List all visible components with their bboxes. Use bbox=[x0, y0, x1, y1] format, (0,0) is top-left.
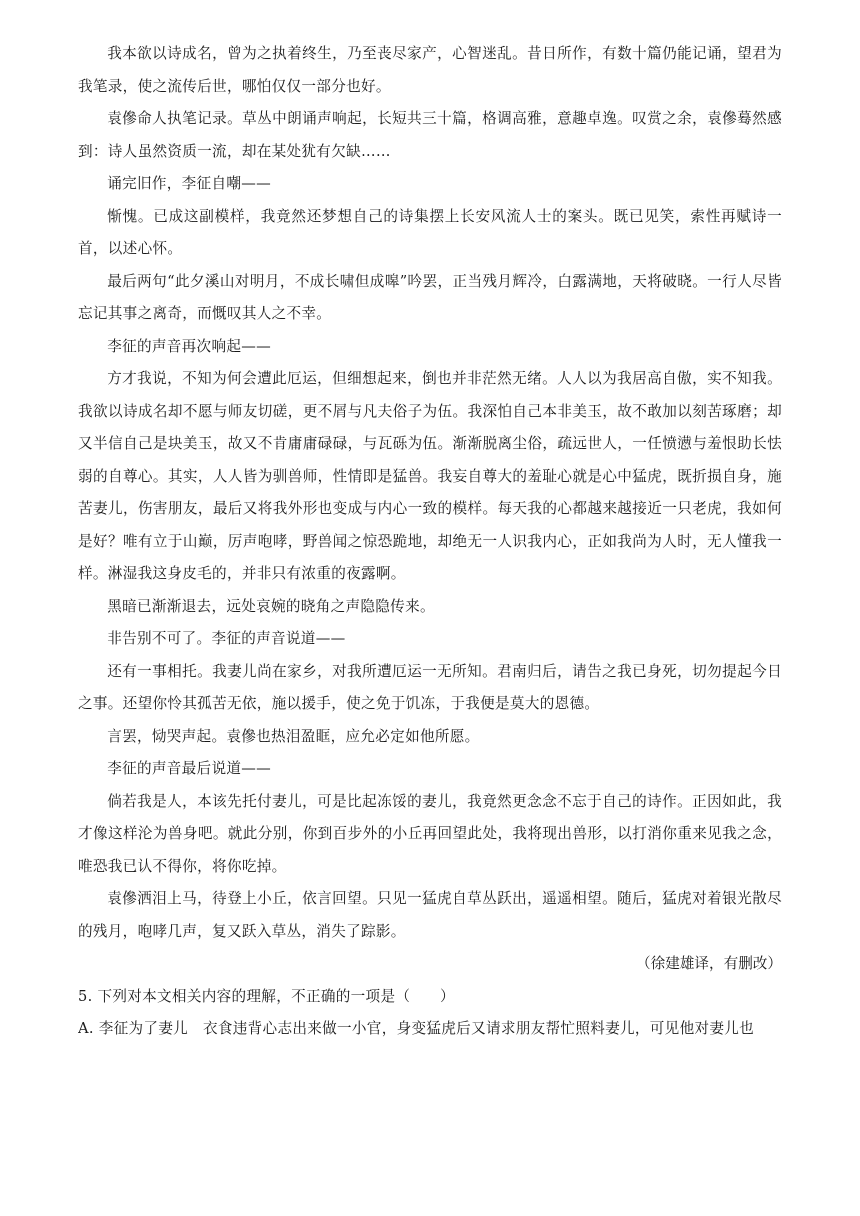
option-a: A. 李征为了妻儿 衣食违背心志出来做一小官，身变猛虎后又请求朋友帮忙照料妻儿，可见他对妻儿也 bbox=[78, 1020, 755, 1037]
paragraph: 方才我说，不知为何会遭此厄运，但细想起来，倒也并非茫然无绪。人人以为我居高自傲，实不知我。我欲以诗成名却不愿与师友切磋，更不屑与凡夫俗子为伍。我深怕自己本非美玉，故不敢加以刻苦琢磨；却又半信自己是块美玉，故又不肯庸庸碌碌，与瓦砾为伍。渐渐脱离尘俗，疏远世人，一任愤懑与羞恨助长怯弱的自尊心。其实，人人皆为驯兽师，性情即是猛兽。我妄自尊大的羞耻心就是心中猛虎，既折损自身，施苦妻儿，伤害朋友，最后又将我外形也变成与内心一致的模样。每天我的心都越来越接近一只老虎，我如何是好？唯有立于山巅，厉声咆哮，野兽闻之惊恐跪地，却绝无一人识我内心，正如我尚为人时，无人懂我一样。淋湿我这身皮毛的，并非只有浓重的夜露啊。 bbox=[78, 370, 782, 582]
paragraph: 最后两句“此夕溪山对明月，不成长啸但成嗥”吟罢，正当残月辉冷，白露满地，天将破晓。一行人尽皆忘记其事之离奇，而慨叹其人之不幸。 bbox=[78, 272, 782, 322]
document-page bbox=[78, 38, 782, 1046]
paragraph: 袁傪洒泪上马，待登上小丘，依言回望。只见一猛虎自草丛跃出，遥遥相望。随后，猛虎对着银光散尽的残月，咆哮几声，复又跃入草丛，消失了踪影。 bbox=[78, 890, 782, 940]
question-title: 5. 下列对本文相关内容的理解，不正确的一项是（ ） bbox=[78, 987, 455, 1005]
paragraph: 言罢，恸哭声起。袁傪也热泪盈眶，应允必定如他所愿。 bbox=[107, 727, 480, 745]
paragraph: 惭愧。已成这副模样，我竟然还梦想自己的诗集摆上长安风流人士的案头。既已见笑，索性再赋诗一首，以述心怀。 bbox=[78, 207, 782, 257]
paragraph: 李征的声音最后说道—— bbox=[107, 760, 272, 777]
paragraph: 还有一事相托。我妻儿尚在家乡，对我所遭厄运一无所知。君南归后，请告之我已身死，切勿提起今日之事。还望你怜其孤苦无依，施以援手，使之免于饥冻，于我便是莫大的恩德。 bbox=[78, 662, 782, 712]
paragraph: 非告别不可了。李征的声音说道—— bbox=[107, 630, 346, 647]
paragraph: 李征的声音再次响起—— bbox=[107, 337, 272, 355]
paragraph: 黑暗已渐渐退去，远处哀婉的晓角之声隐隐传来。 bbox=[107, 597, 435, 615]
paragraph: 诵完旧作，李征自嘲—— bbox=[107, 175, 272, 192]
source-attribution: （徐建雄译，有删改） bbox=[636, 955, 782, 972]
paragraph: 倘若我是人，本该先托付妻儿，可是比起冻馁的妻儿，我竟然更念念不忘于自己的诗作。正因如此，我才像这样沦为兽身吧。就此分别，你到百步外的小丘再回望此处，我将现出兽形，以打消你重来见我之念，唯恐我已认不得你，将你吃掉。 bbox=[78, 792, 782, 875]
paragraph: 我本欲以诗成名，曾为之执着终生，乃至丧尽家产，心智迷乱。昔日所作，有数十篇仍能记诵，望君为我笔录，使之流传后世，哪怕仅仅一部分也好。 bbox=[78, 45, 782, 95]
paragraph: 袁傪命人执笔记录。草丛中朗诵声响起，长短共三十篇，格调高雅，意趣卓逸。叹赏之余，袁傪蓦然感到：诗人虽然资质一流，却在某处犹有欠缺…… bbox=[78, 110, 782, 160]
